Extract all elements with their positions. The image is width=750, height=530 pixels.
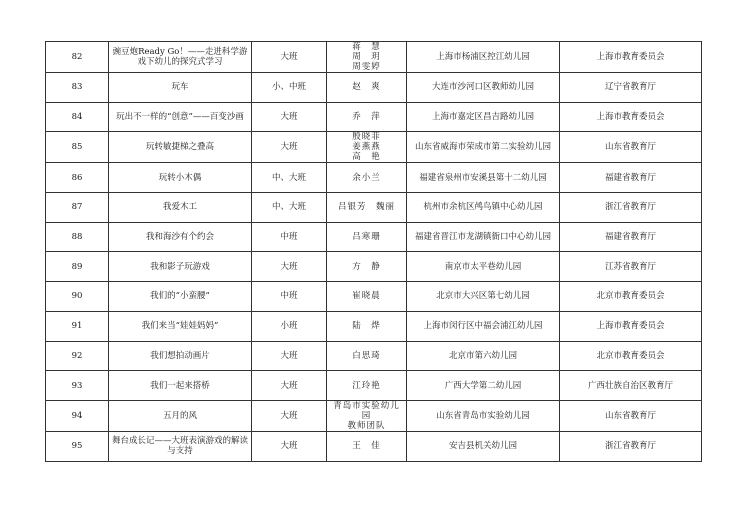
cell-unit: 安吉县机关幼儿园 bbox=[407, 431, 560, 461]
table-row bbox=[46, 163, 702, 193]
author-name: 王 佳 bbox=[352, 441, 381, 452]
cell-title: 玩出不一样的“创意”——百变沙画 bbox=[109, 102, 252, 132]
cell-recommender: 上海市教育委员会 bbox=[560, 102, 702, 132]
cell-title: 豌豆炮Ready Go！——走进科学游戏下幼儿的探究式学习 bbox=[109, 42, 252, 73]
cell-class: 小、中班 bbox=[252, 73, 327, 103]
table-row bbox=[46, 73, 702, 103]
cell-recommender: 浙江省教育厅 bbox=[560, 193, 702, 223]
cell-title: 我们的“小蛮腰” bbox=[109, 282, 252, 312]
cell-title: 我和影子玩游戏 bbox=[109, 252, 252, 282]
cell-class: 大班 bbox=[252, 132, 327, 163]
cell-authors bbox=[327, 132, 407, 163]
cell-recommender: 福建省教育厅 bbox=[560, 163, 702, 193]
cell-title: 我们来当“娃娃妈妈” bbox=[109, 311, 252, 341]
cell-recommender: 山东省教育厅 bbox=[560, 400, 702, 431]
cell-class: 大班 bbox=[252, 431, 327, 461]
cell-title: 舞台成长记——大班表演游戏的解读与支持 bbox=[109, 431, 252, 461]
cell-title: 玩转小木偶 bbox=[109, 163, 252, 193]
cell-number: 85 bbox=[46, 132, 109, 163]
cell-authors bbox=[327, 102, 407, 132]
cell-number: 89 bbox=[46, 252, 109, 282]
author-name: 赵 爽 bbox=[352, 82, 381, 93]
cell-number: 94 bbox=[46, 400, 109, 431]
cell-recommender: 辽宁省教育厅 bbox=[560, 73, 702, 103]
cell-number: 88 bbox=[46, 222, 109, 252]
cell-class: 中班 bbox=[252, 222, 327, 252]
cell-unit: 福建省泉州市安溪县第十二幼儿园 bbox=[407, 163, 560, 193]
cell-title: 我和海沙有个约会 bbox=[109, 222, 252, 252]
cell-recommender: 北京市教育委员会 bbox=[560, 341, 702, 371]
author-name: 周 玥 bbox=[352, 52, 381, 62]
author-name: 殷晓菲 bbox=[352, 132, 381, 143]
author-name: 江玲艳 bbox=[352, 380, 381, 391]
cell-number: 86 bbox=[46, 163, 109, 193]
cell-recommender: 上海市教育委员会 bbox=[560, 311, 702, 341]
cell-number: 92 bbox=[46, 341, 109, 371]
cell-recommender: 福建省教育厅 bbox=[560, 222, 702, 252]
cell-number: 95 bbox=[46, 431, 109, 461]
cell-class: 大班 bbox=[252, 400, 327, 431]
cell-title: 玩转敏捷梯之叠高 bbox=[109, 132, 252, 163]
cell-unit: 上海市杨浦区控江幼儿园 bbox=[407, 42, 560, 73]
cell-recommender: 浙江省教育厅 bbox=[560, 431, 702, 461]
cell-authors bbox=[327, 222, 407, 252]
cell-title: 五月的风 bbox=[109, 400, 252, 431]
cell-title: 我爱木工 bbox=[109, 193, 252, 223]
table-row bbox=[46, 431, 702, 461]
cell-recommender: 北京市教育委员会 bbox=[560, 282, 702, 312]
cell-unit: 上海市嘉定区昌吉路幼儿园 bbox=[407, 102, 560, 132]
cell-class: 大班 bbox=[252, 102, 327, 132]
cell-class: 中、大班 bbox=[252, 193, 327, 223]
author-name: 青岛市实验幼儿园 bbox=[333, 400, 400, 421]
cell-class: 大班 bbox=[252, 341, 327, 371]
author-name: 高 艳 bbox=[352, 152, 381, 163]
cell-recommender: 江苏省教育厅 bbox=[560, 252, 702, 282]
table-row bbox=[46, 222, 702, 252]
cell-authors bbox=[327, 311, 407, 341]
cell-title: 我们想拍动画片 bbox=[109, 341, 252, 371]
table-row bbox=[46, 252, 702, 282]
table-row bbox=[46, 371, 702, 401]
cell-class: 大班 bbox=[252, 371, 327, 401]
cell-recommender: 山东省教育厅 bbox=[560, 132, 702, 163]
author-name: 方 静 bbox=[352, 261, 381, 272]
table-row bbox=[46, 282, 702, 312]
author-name: 姜燕燕 bbox=[352, 142, 381, 153]
cell-title: 我们一起来搭桥 bbox=[109, 371, 252, 401]
cell-authors bbox=[327, 42, 407, 73]
cell-number: 90 bbox=[46, 282, 109, 312]
author-name: 白思琦 bbox=[352, 350, 381, 361]
cell-authors bbox=[327, 163, 407, 193]
cell-authors bbox=[327, 282, 407, 312]
cell-authors bbox=[327, 341, 407, 371]
table-row bbox=[46, 311, 702, 341]
cell-unit: 广西大学第二幼儿园 bbox=[407, 371, 560, 401]
cell-recommender: 广西壮族自治区教育厅 bbox=[560, 371, 702, 401]
cell-number: 91 bbox=[46, 311, 109, 341]
author-name: 陆 烨 bbox=[352, 321, 381, 332]
author-name: 崔晓晨 bbox=[352, 291, 381, 302]
cell-authors bbox=[327, 73, 407, 103]
author-name: 余小兰 bbox=[352, 172, 381, 183]
cell-unit: 福建省晋江市龙湖镇衙口中心幼儿园 bbox=[407, 222, 560, 252]
cell-unit: 杭州市余杭区鸬鸟镇中心幼儿园 bbox=[407, 193, 560, 223]
cell-class: 中、大班 bbox=[252, 163, 327, 193]
table-row bbox=[46, 42, 702, 73]
cell-class: 大班 bbox=[252, 252, 327, 282]
cell-authors bbox=[327, 431, 407, 461]
table-row bbox=[46, 102, 702, 132]
cell-number: 87 bbox=[46, 193, 109, 223]
table-row bbox=[46, 193, 702, 223]
table-row bbox=[46, 132, 702, 163]
cell-number: 82 bbox=[46, 42, 109, 73]
author-name: 蒋 慧 bbox=[352, 42, 381, 52]
cell-authors bbox=[327, 371, 407, 401]
table-body bbox=[46, 42, 702, 462]
cell-unit: 南京市太平巷幼儿园 bbox=[407, 252, 560, 282]
cell-title: 玩车 bbox=[109, 73, 252, 103]
author-name: 教师团队 bbox=[347, 420, 386, 431]
author-name: 吕寒珊 bbox=[352, 232, 381, 243]
cell-unit: 北京市大兴区第七幼儿园 bbox=[407, 282, 560, 312]
cell-unit: 大连市沙河口区教师幼儿园 bbox=[407, 73, 560, 103]
cell-number: 83 bbox=[46, 73, 109, 103]
cell-authors bbox=[327, 252, 407, 282]
entries-table bbox=[45, 41, 702, 462]
cell-class: 大班 bbox=[252, 42, 327, 73]
cell-class: 小班 bbox=[252, 311, 327, 341]
cell-number: 84 bbox=[46, 102, 109, 132]
table-row bbox=[46, 400, 702, 431]
author-name: 周雯婷 bbox=[352, 62, 381, 72]
cell-authors bbox=[327, 193, 407, 223]
cell-unit: 上海市闵行区中福会浦江幼儿园 bbox=[407, 311, 560, 341]
table-row bbox=[46, 341, 702, 371]
cell-unit: 北京市第六幼儿园 bbox=[407, 341, 560, 371]
cell-class: 中班 bbox=[252, 282, 327, 312]
cell-number: 93 bbox=[46, 371, 109, 401]
cell-unit: 山东省青岛市实验幼儿园 bbox=[407, 400, 560, 431]
cell-authors bbox=[327, 400, 407, 431]
cell-recommender: 上海市教育委员会 bbox=[560, 42, 702, 73]
cell-unit: 山东省威海市荣成市第二实验幼儿园 bbox=[407, 132, 560, 163]
author-name: 乔 萍 bbox=[352, 112, 381, 123]
author-name: 吕银芳 魏丽 bbox=[337, 202, 395, 213]
